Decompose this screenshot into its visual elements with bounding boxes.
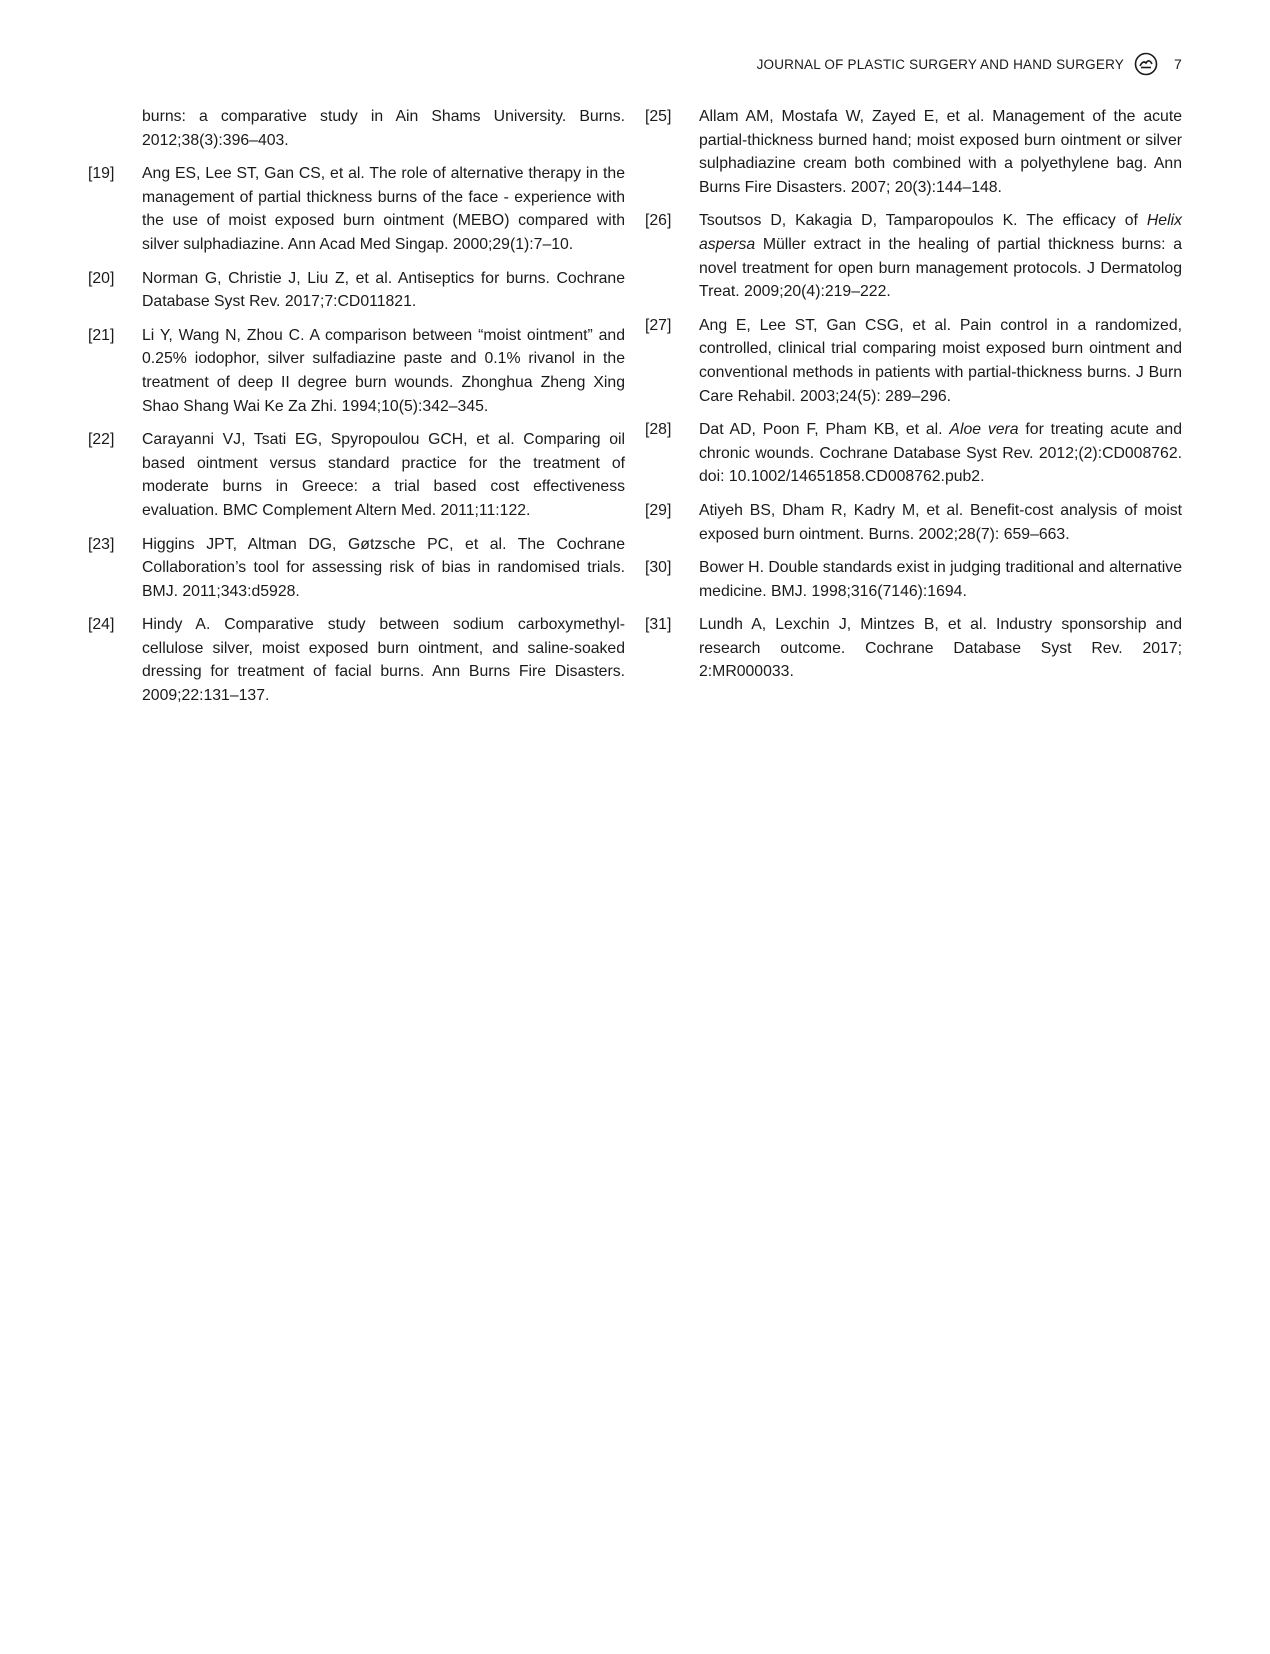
reference-number: [20] <box>88 269 115 287</box>
reference-text: Hindy A. Comparative study between sodium carboxymethyl-cellulose silver, moist exposed burn ointment, and saline-soaked dressing for treatment of facial burns. Ann Burns Fire Disasters. 2009;22:131–137. <box>142 616 625 705</box>
reference-item <box>645 209 1182 303</box>
reference-item <box>88 324 625 418</box>
reference-text: burns: a comparative study in Ain Shams University. Burns. 2012;38(3):396–403. <box>142 108 625 149</box>
reference-text <box>699 209 1182 303</box>
reference-italic-term: Helix aspersa <box>699 212 1182 253</box>
reference-text: Ang ES, Lee ST, Gan CS, et al. The role of alternative therapy in the management of partial thickness burns of the face - experience with the use of moist exposed burn ointment (MEBO) compared with silver sulphadiazine. Ann Acad Med Singap. 2000;29(1):7–10. <box>142 165 625 253</box>
reference-text-part: Dat AD, Poon F, Pham KB, et al. <box>699 421 950 439</box>
reference-text: Li Y, Wang N, Zhou C. A comparison between “moist ointment” and 0.25% iodophor, silver sulfadiazine paste and 0.1% rivanol in the treatment of deep II degree burn wounds. Zhonghua Zheng Xing Shao Shang Wai Ke Za Zhi. 1994;10(5):342–345. <box>142 326 625 415</box>
reference-number: [30] <box>645 559 672 577</box>
references-right-column <box>645 105 1182 694</box>
reference-item <box>88 267 625 314</box>
reference-number: [22] <box>88 431 115 449</box>
reference-item <box>88 162 625 256</box>
reference-text: Ang E, Lee ST, Gan CSG, et al. Pain control in a randomized, controlled, clinical trial comparing moist exposed burn ointment and conventional methods in patients with partial-thickness burns. J Burn Care Rehabil. 2003;24(5): 289–296. <box>699 316 1182 405</box>
running-head <box>757 52 1182 76</box>
reference-italic-term: Aloe vera <box>949 421 1019 439</box>
reference-text: Allam AM, Mostafa W, Zayed E, et al. Management of the acute partial-thickness burned hand; moist exposed burn ointment or silver sulphadiazine cream both combined with a polyethylene bag. Ann Burns Fire Disasters. 2007; 20(3):144–148. <box>699 108 1182 196</box>
reference-item <box>645 499 1182 546</box>
reference-item <box>645 556 1182 603</box>
reference-number: [26] <box>645 212 672 230</box>
reference-item <box>645 418 1182 489</box>
reference-text <box>699 418 1182 489</box>
reference-item <box>88 428 625 522</box>
references-left-column <box>88 105 625 718</box>
reference-text: Higgins JPT, Altman DG, Gøtzsche PC, et al. The Cochrane Collaboration’s tool for assessing risk of bias in randomised trials. BMJ. 2011;343:d5928. <box>142 535 625 600</box>
reference-item <box>645 613 1182 684</box>
reference-number: [19] <box>88 165 115 183</box>
reference-text: Carayanni VJ, Tsati EG, Spyropoulou GCH, et al. Comparing oil based ointment versus standard practice for the treatment of moderate burns in Greece: a trial based cost effectiveness evaluation. BMC Complement Altern Med. 2011;11:122. <box>142 431 625 519</box>
reference-item <box>645 105 1182 199</box>
reference-text: Lundh A, Lexchin J, Mintzes B, et al. Industry sponsorship and research outcome. Cochrane Database Syst Rev. 2017; 2:MR000033. <box>699 616 1182 681</box>
reference-text: Bower H. Double standards exist in judging traditional and alternative medicine. BMJ. 1998;316(7146):1694. <box>699 559 1182 600</box>
journal-logo-icon <box>1134 52 1158 76</box>
reference-number: [28] <box>645 421 672 439</box>
reference-number: [23] <box>88 535 115 553</box>
reference-text: Atiyeh BS, Dham R, Kadry M, et al. Benefit-cost analysis of moist exposed burn ointment. Burns. 2002;28(7): 659–663. <box>699 501 1182 543</box>
reference-text-part: Tsoutsos D, Kakagia D, Tamparopoulos K. The efficacy of <box>699 212 1147 230</box>
reference-number: [24] <box>88 616 115 634</box>
reference-number: [31] <box>645 616 672 634</box>
reference-text-part: Müller extract in the healing of partial thickness burns: a novel treatment for open burn management protocols. J Dermatolog Treat. 2009;20(4):219–222. <box>699 235 1182 301</box>
journal-title: JOURNAL OF PLASTIC SURGERY AND HAND SURGERY <box>756 56 1124 72</box>
reference-number: [29] <box>645 501 672 519</box>
reference-text: Norman G, Christie J, Liu Z, et al. Antiseptics for burns. Cochrane Database Syst Rev. 2017;7:CD011821. <box>142 269 625 311</box>
reference-number: [25] <box>645 108 672 125</box>
reference-text-part: for treating acute and chronic wounds. Cochrane Database Syst Rev. 2012;(2):CD008762. doi: 10.1002/14651858.CD008762.pub2. <box>699 421 1182 486</box>
page-number: 7 <box>1174 56 1182 72</box>
reference-number: [27] <box>645 316 672 334</box>
reference-item <box>88 613 625 707</box>
reference-item <box>88 533 625 604</box>
reference-number: [21] <box>88 326 115 344</box>
reference-item <box>645 314 1182 408</box>
reference-item <box>88 105 625 152</box>
